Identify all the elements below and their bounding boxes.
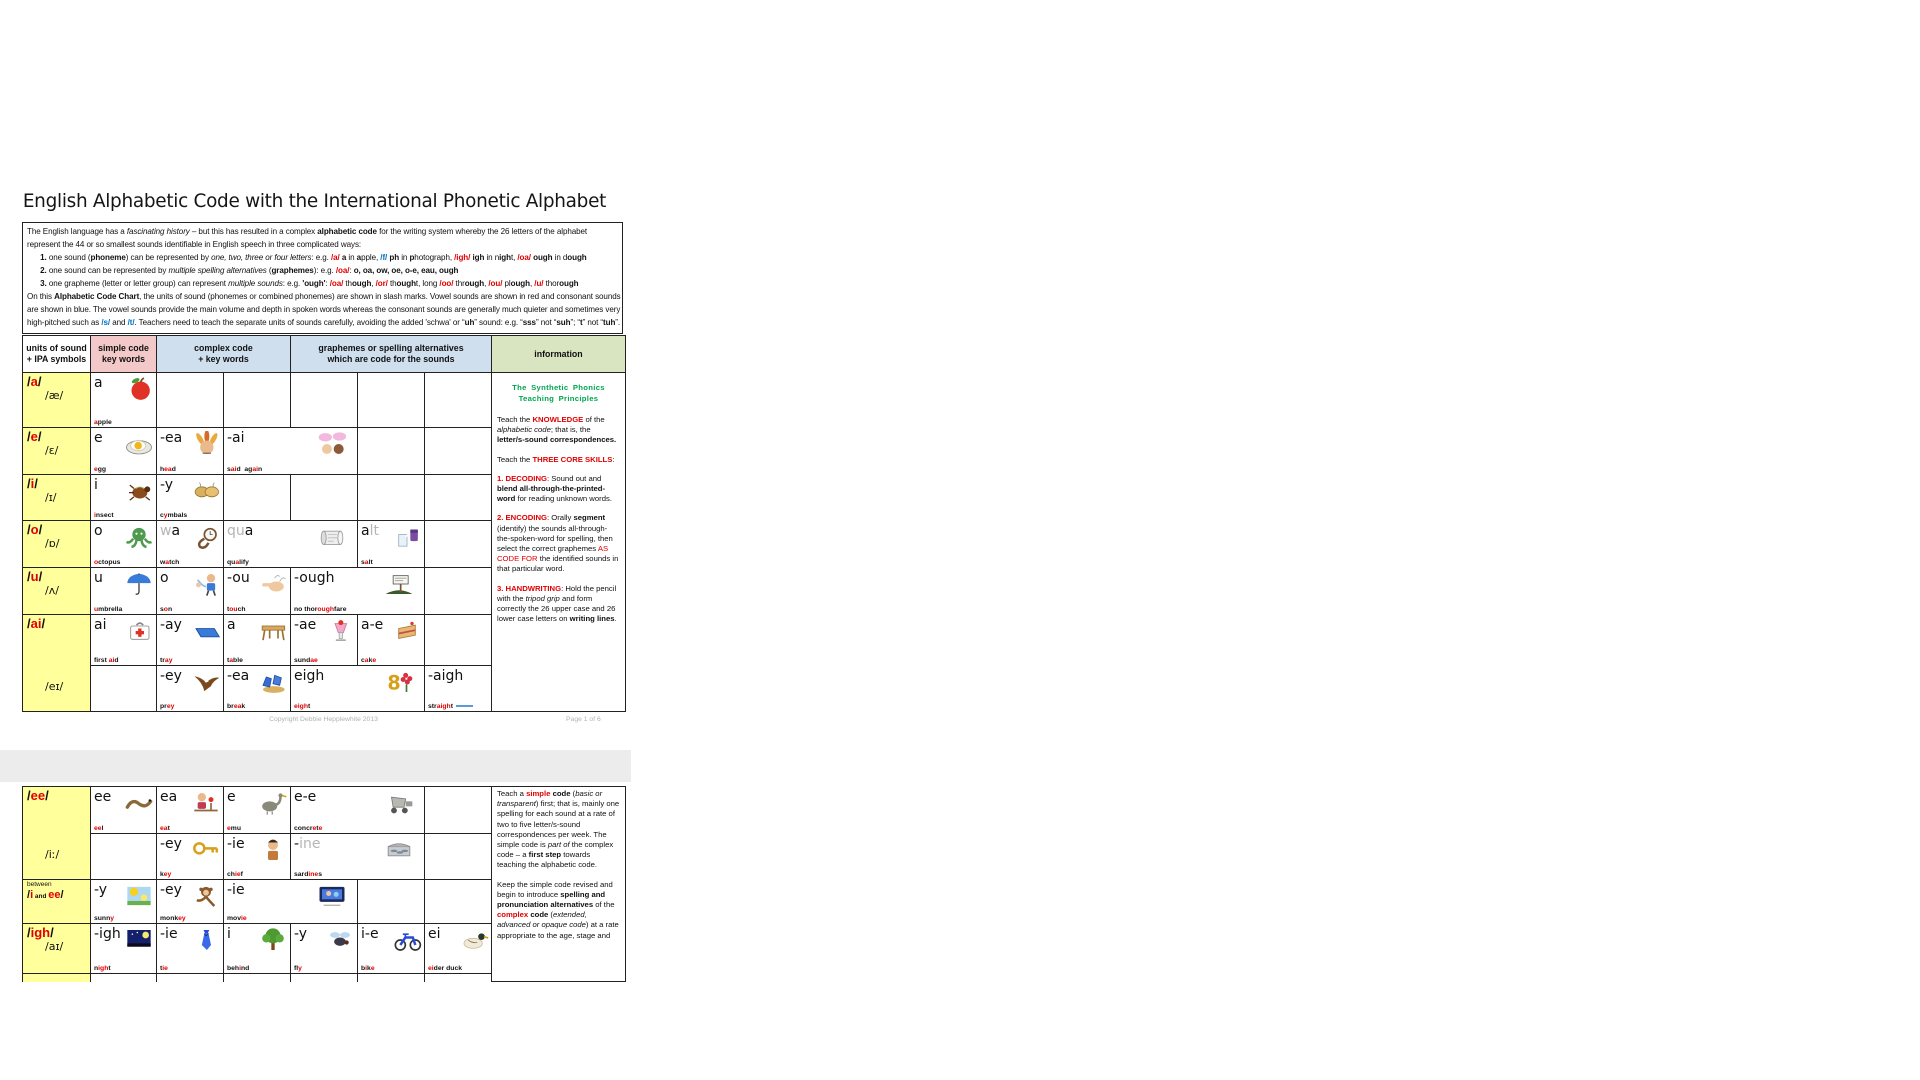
empty-cell (358, 373, 425, 428)
key-word: cake (361, 657, 377, 664)
empty-cell (425, 475, 492, 521)
eight-icon (384, 669, 414, 695)
grapheme: -y (160, 477, 174, 493)
grapheme-cell (291, 787, 425, 834)
empty-cell (425, 373, 492, 428)
octopus-icon (124, 524, 154, 550)
watch-icon (191, 524, 221, 550)
grapheme: -ie (227, 882, 245, 898)
header-information (492, 336, 626, 373)
movie-icon (317, 883, 347, 909)
empty-cell (425, 834, 492, 880)
grapheme: ei (428, 926, 441, 942)
between-label: /i and ee/ (27, 889, 64, 901)
grapheme: -ea (227, 668, 250, 684)
sound-cell (23, 924, 91, 974)
grapheme-cell (291, 924, 358, 974)
prey-icon (191, 669, 221, 695)
key-word: straight (428, 703, 473, 710)
empty-cell (91, 974, 157, 982)
grapheme-cell (91, 373, 157, 428)
no-thoroughfare-icon (384, 571, 414, 597)
sound-cell (23, 521, 91, 568)
grapheme-cell (224, 615, 291, 666)
monkey-icon (191, 883, 221, 909)
grapheme: -ey (160, 668, 182, 684)
header-complex-code (157, 336, 291, 373)
key-word: emu (227, 825, 241, 832)
key-word: key (160, 871, 172, 878)
grapheme: i (94, 477, 98, 493)
eat-icon (191, 790, 221, 816)
page-number: Page 1 of 6 (566, 716, 601, 723)
grapheme-cell (157, 834, 224, 880)
grapheme-cell (291, 568, 425, 615)
synthetic-phonics-heading (497, 382, 620, 404)
grapheme: -y (94, 882, 108, 898)
empty-cell (425, 787, 492, 834)
grapheme-cell (224, 521, 358, 568)
grapheme: -ine (294, 836, 321, 852)
grapheme: -ai (227, 430, 245, 446)
grapheme-cell (157, 521, 224, 568)
grapheme-cell (157, 428, 224, 475)
sound-label: /ee/ (27, 788, 49, 803)
grapheme: eigh (294, 668, 325, 684)
grapheme-cell (157, 787, 224, 834)
grapheme-cell (425, 666, 492, 712)
header-label: + IPA symbols (26, 354, 87, 364)
header-label: + key words (198, 354, 249, 364)
grapheme: e (94, 430, 103, 446)
grapheme-cell (91, 924, 157, 974)
grapheme: -ey (160, 882, 182, 898)
qualify-icon (317, 524, 347, 550)
empty-cell (224, 974, 291, 982)
grapheme: e-e (294, 789, 317, 805)
insect-icon (124, 478, 154, 504)
key-word: bike (361, 965, 375, 972)
grapheme-cell (157, 666, 224, 712)
grapheme: a (94, 375, 103, 391)
key-word: behind (227, 965, 250, 972)
sunny-icon (124, 883, 154, 909)
information-paragraph: Teach the THREE CORE SKILLS: (497, 454, 615, 464)
key-word: table (227, 657, 243, 664)
header-graphemes (291, 336, 492, 373)
tray-icon (191, 618, 221, 644)
intro-line: represent the 44 or so smallest sounds identifiable in English speech in three complicated ways: (27, 239, 362, 250)
sound-cell (23, 475, 91, 521)
sound-label: /u/ (27, 569, 43, 584)
grapheme-cell (291, 834, 425, 880)
head-icon (191, 431, 221, 457)
empty-cell (358, 428, 425, 475)
grapheme: -ie (160, 926, 178, 942)
empty-cell (224, 475, 291, 521)
key-word: egg (94, 466, 107, 473)
grapheme: -ea (160, 430, 183, 446)
night-icon (124, 927, 154, 953)
key-word: tray (160, 657, 173, 664)
information-paragraph: 2. ENCODING: Orally segment (identify) the sounds all-through-the-spoken-word for spelling, then select the correct graphemes AS CODE FOR the identified sounds in that particular word. (497, 513, 619, 574)
key-word: apple (94, 419, 112, 426)
grapheme-cell (291, 666, 425, 712)
empty-cell (358, 880, 425, 924)
grapheme: -y (294, 926, 308, 942)
umbrella-icon (124, 571, 154, 597)
eel-icon (124, 790, 154, 816)
key-word: cymbals (160, 512, 188, 519)
sound-label: /igh/ (27, 925, 54, 940)
grapheme: o (94, 523, 103, 539)
grapheme-cell (157, 568, 224, 615)
tie-icon (191, 927, 221, 953)
grapheme-cell (157, 475, 224, 521)
grapheme-cell (358, 521, 425, 568)
heading-line: The Synthetic Phonics (512, 383, 605, 392)
grapheme: -ie (227, 836, 245, 852)
empty-cell (224, 373, 291, 428)
grapheme: -ough (294, 570, 335, 586)
key-word: concrete (294, 825, 323, 832)
key-word: qualify (227, 559, 249, 566)
key-word: eat (160, 825, 170, 832)
information-paragraph: 3. HANDWRITING: Hold the pencil with the tripod grip and form correctly the 26 upper case and 26 lower case letters on writing lines. (497, 583, 617, 624)
sound-label: /o/ (27, 522, 43, 537)
empty-cell (291, 974, 358, 982)
copyright-text: Copyright Debbie Hepplewhite 2013 (269, 716, 378, 723)
grapheme: -igh (94, 926, 121, 942)
header-label: complex code (194, 343, 253, 354)
sound-label: /e/ (27, 429, 42, 444)
grapheme-cell (91, 568, 157, 615)
grapheme: o (160, 570, 169, 586)
ipa-symbol: /iː/ (45, 848, 60, 861)
son-icon (191, 571, 221, 597)
sound-label: /a/ (27, 374, 42, 389)
information-paragraph: Teach a simple code (basic or transparent) first; that is, mainly one spelling for each sound at a rate of two to five letter/s-sound correspondences per week. The simple code is part of the complex code – a first step towards teaching the alphabetic code. (497, 789, 620, 870)
ipa-symbol: /aɪ/ (45, 940, 64, 953)
key-word: head (160, 466, 176, 473)
key-word: son (160, 606, 173, 613)
grapheme: alt (361, 523, 379, 539)
header-simple-code (91, 336, 157, 373)
sound-label: /ai/ (27, 616, 46, 631)
key-word: movie (227, 915, 247, 922)
grapheme: ea (160, 789, 178, 805)
grapheme-cell (425, 924, 492, 974)
grapheme-cell (157, 880, 224, 924)
chief-icon (258, 837, 288, 863)
sound-cell (23, 880, 91, 924)
sound-cell (23, 615, 91, 712)
key-word: touch (227, 606, 246, 613)
intro-line: are shown in blue. The vowel sounds provide the main volume and depth in spoken words whereas the consonant sounds are generally much quieter and sometimes very (27, 304, 621, 315)
sundae-icon (325, 618, 355, 644)
emu-icon (258, 790, 288, 816)
page-separator (0, 750, 631, 782)
intro-line: high-pitched such as /s/ and /t/. Teachers need to teach the separate units of sounds carefully, avoiding the added 'schwa' or “uh” sound: e.g. “sss” not “suh”; “t” not “tuh”. (27, 317, 621, 328)
header-label: information (534, 348, 583, 359)
grapheme-cell (91, 475, 157, 521)
said-again-icon (317, 431, 347, 457)
grapheme-cell (224, 787, 291, 834)
key-icon (191, 837, 221, 863)
svg-text:8: 8 (387, 671, 401, 695)
empty-cell (91, 666, 157, 712)
empty-cell (425, 880, 492, 924)
grapheme: ai (94, 617, 107, 633)
bike-icon (392, 927, 422, 953)
concrete-icon (384, 790, 414, 816)
grapheme: wa (160, 523, 181, 539)
empty-cell (157, 974, 224, 982)
ipa-symbol: /ɛ/ (45, 444, 59, 457)
empty-cell (425, 615, 492, 666)
fly-icon (325, 927, 355, 953)
grapheme-cell (157, 615, 224, 666)
key-word: octopus (94, 559, 121, 566)
grapheme-cell (91, 787, 157, 834)
cymbals-icon (191, 478, 221, 504)
salt-icon (392, 524, 422, 550)
egg-icon (124, 431, 154, 457)
grapheme-cell (224, 428, 358, 475)
key-word: sunny (94, 915, 115, 922)
key-word: no thoroughfare (294, 606, 347, 613)
sound-cell (23, 373, 91, 428)
ipa-symbol: /æ/ (45, 389, 64, 402)
grapheme-cell (224, 568, 291, 615)
touch-icon (258, 571, 288, 597)
empty-cell (91, 834, 157, 880)
empty-cell (291, 373, 358, 428)
grapheme: e (227, 789, 236, 805)
ipa-symbol: /ʌ/ (45, 584, 59, 597)
key-word: chief (227, 871, 243, 878)
key-word: fly (294, 965, 302, 972)
apple-icon (124, 376, 154, 402)
grapheme-cell (91, 880, 157, 924)
empty-cell (425, 974, 492, 982)
empty-cell (358, 974, 425, 982)
grapheme: -ey (160, 836, 182, 852)
intro-line: 1. one sound (phoneme) can be represented by one, two, three or four letters: e.g. /a/ a in apple, /f/ ph in photograph, /igh/ igh in night, /oa/ ough in dough (40, 252, 587, 263)
key-word: insect (94, 512, 114, 519)
grapheme-cell (91, 428, 157, 475)
empty-cell (157, 373, 224, 428)
key-word: said again (227, 466, 263, 473)
grapheme-cell (91, 521, 157, 568)
intro-line: On this Alphabetic Code Chart, the units of sound (phonemes or combined phonemes) are shown in slash marks. Vowel sounds are shown in red and consonant sounds (27, 291, 621, 302)
between-label-top: between (27, 881, 52, 888)
key-word: prey (160, 703, 175, 710)
break-icon (258, 669, 288, 695)
ipa-symbol: /ɪ/ (45, 491, 57, 504)
grapheme: u (94, 570, 103, 586)
key-word: first aid (94, 657, 119, 664)
key-word: salt (361, 559, 373, 566)
intro-text-box (22, 222, 623, 334)
grapheme-cell (224, 880, 358, 924)
sound-cell (23, 787, 91, 880)
grapheme: qua (227, 523, 254, 539)
key-word: eel (94, 825, 104, 832)
information-paragraph: Keep the simple code revised and begin to introduce spelling and pronunciation alternatives of the complex code (extended, advanced or opaque code) at a rate appropriate to the age, stage and (497, 879, 619, 940)
grapheme-cell (358, 924, 425, 974)
sound-cell (23, 568, 91, 615)
first-aid-icon (124, 618, 154, 644)
empty-cell (425, 428, 492, 475)
grapheme: a-e (361, 617, 384, 633)
sardines-icon (384, 837, 414, 863)
key-word: sundae (294, 657, 318, 664)
empty-cell (425, 521, 492, 568)
information-paragraph: Teach the KNOWLEDGE of the alphabetic code; that is, the letter/s-sound correspondences. (497, 415, 617, 445)
header-label: units of sound (26, 343, 87, 354)
table-icon (258, 618, 288, 644)
grapheme: -ae (294, 617, 317, 633)
ipa-symbol: /eɪ/ (45, 680, 64, 693)
empty-cell (358, 475, 425, 521)
key-word: tie (160, 965, 168, 972)
grapheme-cell (224, 924, 291, 974)
sound-cell (23, 974, 91, 982)
grapheme: -ay (160, 617, 182, 633)
key-word: eight (294, 703, 311, 710)
intro-line: The English language has a fascinating history – but this has resulted in a complex alphabetic code for the writing system whereby the 26 letters of the alphabet (27, 226, 588, 236)
grapheme: -ou (227, 570, 250, 586)
grapheme: -aigh (428, 668, 464, 684)
key-word: eider duck (428, 965, 463, 972)
information-cell (492, 373, 626, 712)
sound-label: /i/ (27, 476, 38, 491)
page-title: English Alphabetic Code with the International Phonetic Alphabet (22, 190, 607, 212)
key-word: monkey (160, 915, 186, 922)
sound-cell (23, 428, 91, 475)
grapheme-cell (224, 834, 291, 880)
intro-line: 3. one grapheme (letter or letter group) can represent multiple sounds: e.g. 'ough': /oa/ though, /or/ thought, long /oo/ through, /ou/ plough, /u/ thorough (40, 278, 579, 289)
key-word: night (94, 965, 111, 972)
alphabetic-code-table-page2 (22, 786, 626, 982)
grapheme-cell (91, 615, 157, 666)
key-word: umbrella (94, 606, 123, 613)
cake-icon (392, 618, 422, 644)
grapheme: ee (94, 789, 112, 805)
grapheme-cell (358, 615, 425, 666)
information-cell (492, 787, 626, 982)
header-label: simple code (98, 343, 149, 354)
grapheme-cell (291, 615, 358, 666)
behind-icon (258, 927, 288, 953)
empty-cell (425, 568, 492, 615)
grapheme: a (227, 617, 236, 633)
header-label: key words (101, 354, 146, 364)
key-word: watch (160, 559, 180, 566)
grapheme: i (227, 926, 231, 942)
key-word: sardines (294, 871, 322, 878)
intro-line: 2. one sound can be represented by multiple spelling alternatives (graphemes): e.g. /oa/: o, oa, ow, oe, o-e, eau, ough (40, 265, 459, 276)
grapheme-cell (157, 924, 224, 974)
information-paragraph: 1. DECODING: Sound out and blend all-through-the-printed-word for reading unknown words. (497, 473, 612, 504)
eider-duck-icon (459, 927, 489, 953)
header-label: which are code for the sounds (327, 354, 455, 364)
grapheme-cell (224, 666, 291, 712)
ipa-symbol: /ɒ/ (45, 537, 60, 550)
header-units-of-sound (23, 336, 91, 373)
alphabetic-code-table-page1 (22, 335, 626, 712)
heading-line: Teaching Principles (518, 394, 599, 403)
empty-cell (291, 475, 358, 521)
key-word: break (227, 703, 246, 710)
grapheme: i-e (361, 926, 379, 942)
header-label: graphemes or spelling alternatives (318, 343, 464, 354)
